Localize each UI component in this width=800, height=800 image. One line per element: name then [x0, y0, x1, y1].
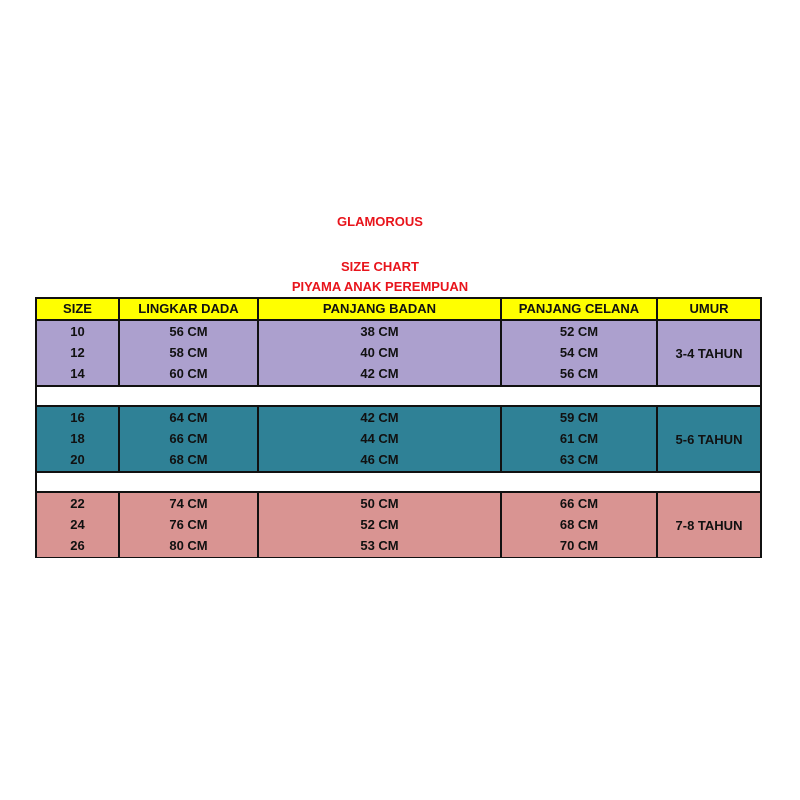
- header-panjang-badan: PANJANG BADAN: [259, 299, 502, 319]
- badan-value: 52 CM: [360, 517, 399, 532]
- header-lingkar-dada: LINGKAR DADA: [120, 299, 259, 319]
- size-cell: [37, 493, 120, 557]
- umur-cell: 7-8 TAHUN: [675, 517, 743, 533]
- lingkar-dada-cell: [120, 493, 259, 557]
- header-panjang-celana: PANJANG CELANA: [502, 299, 658, 319]
- size-value: 10: [70, 324, 85, 339]
- celana-value: 68 CM: [559, 517, 599, 532]
- dada-value: 58 CM: [169, 345, 208, 360]
- size-value: 20: [70, 452, 85, 467]
- celana-value: 66 CM: [559, 496, 599, 511]
- lingkar-dada-cell: [120, 321, 259, 385]
- size-value: 16: [70, 410, 85, 425]
- panjang-badan-cell: [259, 321, 502, 385]
- celana-value: 61 CM: [559, 431, 599, 446]
- celana-value: 54 CM: [559, 345, 599, 360]
- size-value: 22: [70, 496, 85, 511]
- dada-value: 66 CM: [169, 431, 208, 446]
- dada-value: 68 CM: [169, 452, 208, 467]
- dada-value: 56 CM: [169, 324, 208, 339]
- chart-subtitle: PIYAMA ANAK PEREMPUAN: [291, 279, 469, 294]
- panjang-badan-cell: [259, 407, 502, 471]
- celana-value: 52 CM: [559, 324, 599, 339]
- chart-title: SIZE CHART: [341, 259, 419, 274]
- badan-value: 46 CM: [360, 452, 399, 467]
- badan-value: 38 CM: [360, 324, 399, 339]
- badan-value: 42 CM: [360, 366, 399, 381]
- size-group-3: [37, 493, 760, 557]
- umur-cell: 5-6 TAHUN: [675, 431, 743, 447]
- header-size: SIZE: [37, 299, 120, 319]
- celana-value: 59 CM: [559, 410, 599, 425]
- header-umur: UMUR: [689, 301, 729, 316]
- group-divider: [37, 471, 760, 493]
- celana-value: 70 CM: [559, 538, 599, 553]
- dada-value: 64 CM: [169, 410, 208, 425]
- size-value: 26: [70, 538, 85, 553]
- title-block: [0, 257, 760, 297]
- brand-name: GLAMOROUS: [337, 214, 423, 229]
- panjang-badan-cell: [259, 493, 502, 557]
- badan-value: 50 CM: [360, 496, 399, 511]
- badan-value: 40 CM: [360, 345, 399, 360]
- dada-value: 74 CM: [169, 496, 208, 511]
- badan-value: 44 CM: [360, 431, 399, 446]
- size-cell: [37, 321, 120, 385]
- size-chart-table: [35, 297, 762, 558]
- group-divider: [37, 385, 760, 407]
- umur-cell: 3-4 TAHUN: [675, 345, 743, 361]
- size-value: 24: [70, 517, 85, 532]
- size-group-2: [37, 407, 760, 471]
- badan-value: 42 CM: [360, 410, 399, 425]
- celana-value: 63 CM: [559, 452, 599, 467]
- panjang-celana-cell: [502, 407, 658, 471]
- panjang-celana-cell: [502, 493, 658, 557]
- size-cell: [37, 407, 120, 471]
- badan-value: 53 CM: [360, 538, 399, 553]
- size-value: 18: [70, 431, 85, 446]
- dada-value: 76 CM: [169, 517, 208, 532]
- panjang-celana-cell: [502, 321, 658, 385]
- dada-value: 80 CM: [169, 538, 208, 553]
- header-row: [37, 299, 760, 321]
- size-group-1: [37, 321, 760, 385]
- dada-value: 60 CM: [169, 366, 208, 381]
- size-value: 14: [70, 366, 85, 381]
- size-value: 12: [70, 345, 85, 360]
- celana-value: 56 CM: [559, 366, 599, 381]
- lingkar-dada-cell: [120, 407, 259, 471]
